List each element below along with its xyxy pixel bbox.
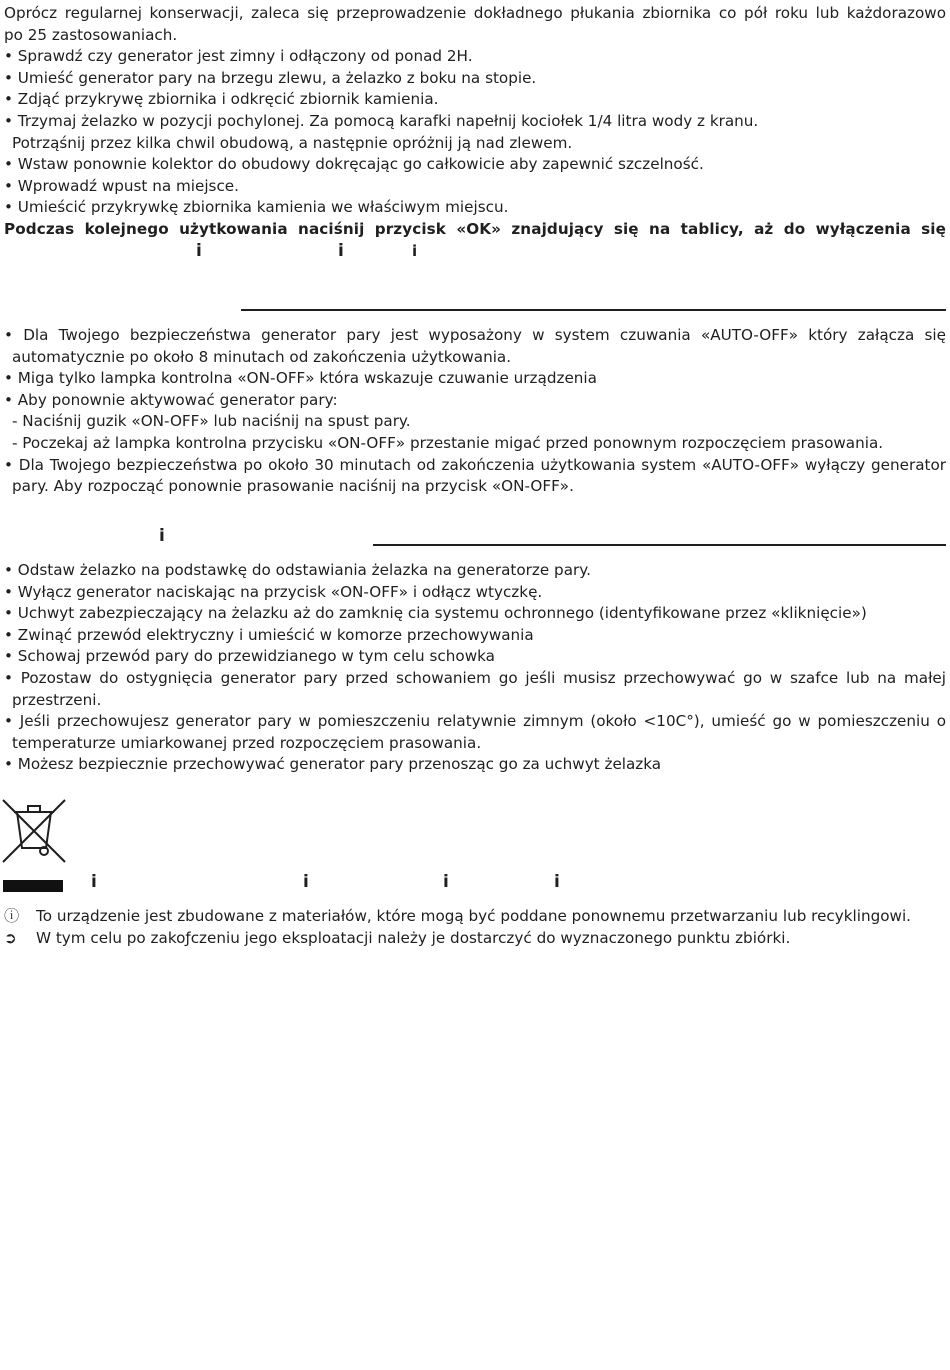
intro-line-1: Oprócz regularnej konserwacji, zaleca się przeprowadzenie dokładnego płukania zbiornika co pół roku lub każdorazowo — [4, 4, 946, 22]
heading-fragment: i — [303, 872, 309, 892]
list-item: • Dla Twojego bezpieczeństwa generator pary jest wyposażony w system czuwania «AUTO-OFF» który załącza się automatycznie po około 8 minutach od zakończenia użytkowania. — [4, 326, 946, 366]
heading-fragment: i — [338, 240, 344, 261]
list-item: • Wprowadź wpust na miejsce. — [4, 176, 239, 195]
heading-fragment: i — [554, 872, 560, 892]
list-item: • Możesz bezpiecznie przechowywać generator pary przenosząc go za uchwyt żelazka — [4, 755, 662, 774]
dispose-text: W tym celu po zakoƒczeniu jego eksploatacji należy je dostarczyć do wyznaczonego punktu zbiórki. — [36, 929, 791, 947]
bold-instruction: Podczas kolejnego użytkowania naciśnij przycisk «OK» znajdujący się na tablicy, aż do wyłączenia się — [4, 219, 946, 238]
dispose-note — [4, 928, 946, 950]
sub-item: - Poczekaj aż lampka kontrolna przycisku «ON-OFF» przestanie migać przed ponownym rozpoczęciem prasowania. — [12, 433, 884, 452]
info-icon: ⓘ — [4, 907, 20, 925]
heading-fragments — [4, 241, 946, 263]
list-item: • Wyłącz generator naciskając na przycisk «ON-OFF» i odłącz wtyczkę. — [4, 582, 543, 601]
list-item: • Jeśli przechowujesz generator pary w pomieszczeniu relatywnie zimnym (około <10C°), umieść go w pomieszczeniu o temperaturze umiarkowanej przed rozpoczęciem prasowania. — [4, 712, 946, 752]
list-item: • Uchwyt zabezpieczający na żelazku aż do zamknię cia systemu ochronnego (identyfikowane przez «kliknięcie») — [4, 604, 867, 623]
heading-fragment: i — [159, 526, 165, 546]
intro-line-2: po 25 zastosowaniach. — [4, 25, 178, 44]
sub-item: - Naciśnij guzik «ON-OFF» lub naciśnij na spust pary. — [12, 412, 411, 431]
list-item: • Zwinąć przewód elektryczny i umieścić w komorze przechowywania — [4, 625, 534, 644]
heading-fragment: i — [196, 240, 202, 261]
arrow-icon: ➲ — [4, 929, 17, 947]
recycle-text: To urządzenie jest zbudowane z materiałów, które mogą być poddane ponownemu przetwarzaniu lub recyklingowi. — [36, 907, 912, 925]
auto-off-section — [4, 325, 946, 498]
list-item: • Zdjąć przykrywę zbiornika i odkręcić zbiornik kamienia. — [4, 90, 439, 109]
list-item: • Trzymaj żelazko w pozycji pochylonej. Za pomocą karafki napełnij kociołek 1/4 litra wody z kranu. — [4, 111, 759, 130]
document-page — [4, 3, 946, 263]
section-divider — [241, 309, 946, 311]
heading-fragment: i — [412, 241, 418, 260]
list-item: • Dla Twojego bezpieczeństwa po około 30 minutach od zakończenia użytkowania system «AUTO-OFF» wyłączy generator pary. Aby rozpocząć ponownie prasowanie naciśnij na przycisk «ON-OFF». — [4, 455, 946, 496]
list-item: • Odstaw żelazko na podstawkę do odstawiania żelazka na generatorze pary. — [4, 561, 591, 579]
heading-fragment: i — [91, 872, 97, 892]
list-item: • Aby ponownie aktywować generator pary: — [4, 390, 338, 409]
symbol-bar — [3, 880, 63, 892]
storage-section — [4, 560, 946, 776]
list-item-continuation: Potrząśnij przez kilka chwil obudową, a następnie opróżnij ją nad zlewem. — [12, 133, 573, 152]
list-item: • Pozostaw do ostygnięcia generator pary przed schowaniem go jeśli musisz przechowywać go w szafce lub na małej przestrzeni. — [4, 668, 946, 709]
list-item: • Wstaw ponownie kolektor do obudowy dokręcając go całkowicie aby zapewnić szczelność. — [4, 155, 704, 174]
heading-fragment: i — [443, 872, 449, 892]
list-item: • Sprawdź czy generator jest zimny i odłączony od ponad 2H. — [4, 47, 473, 66]
recycle-note — [4, 906, 946, 928]
list-item: • Miga tylko lampka kontrolna «ON-OFF» która wskazuje czuwanie urządzenia — [4, 369, 597, 388]
list-item: • Umieścić przykrywkę zbiornika kamienia we właściwym miejscu. — [4, 198, 509, 217]
crossed-bin-icon — [0, 798, 68, 864]
list-item: • Umieść generator pary na brzegu zlewu, a żelazko z boku na stopie. — [4, 68, 537, 87]
list-item: • Schowaj przewód pary do przewidzianego w tym celu schowka — [4, 647, 495, 666]
section-divider — [373, 544, 946, 546]
